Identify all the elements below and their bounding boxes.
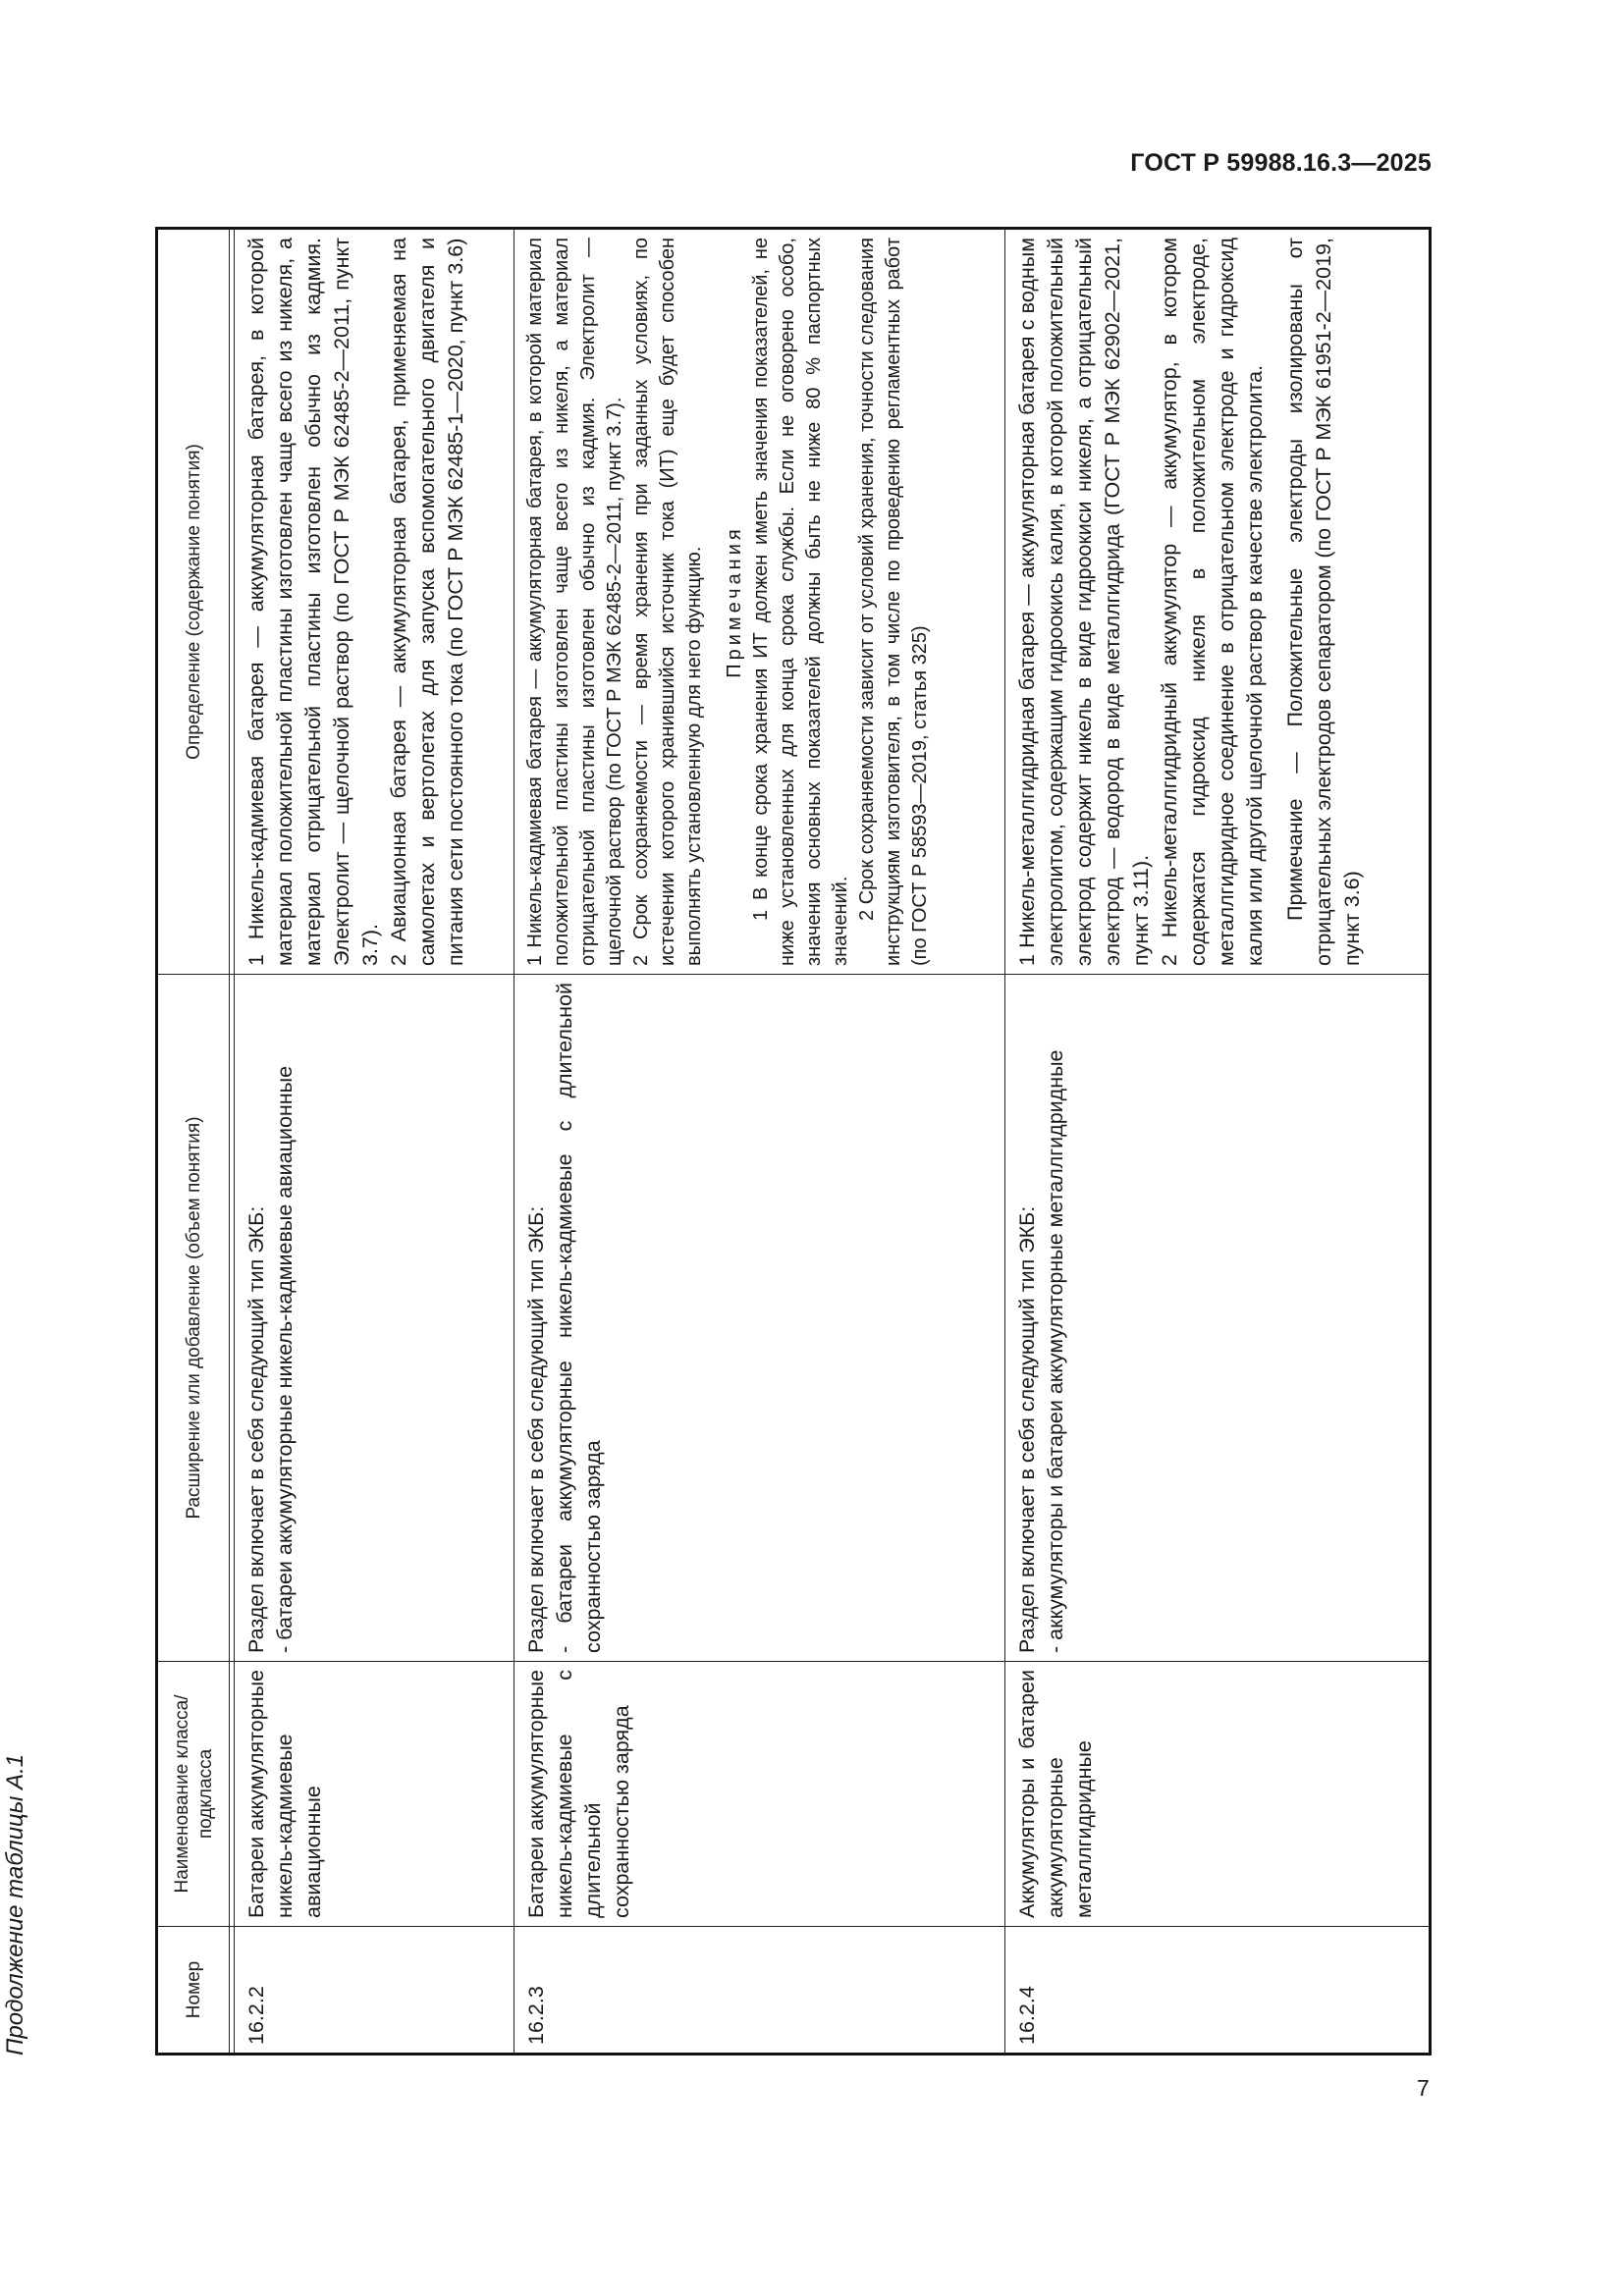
header-name: Наименование класса/ подкласса — [157, 1662, 230, 1927]
ext-line: - батареи аккумуляторные никель-кадмиевые авиационные — [273, 1065, 297, 1653]
document-code: ГОСТ Р 59988.16.3—2025 — [1130, 149, 1432, 177]
ext-line: Раздел включает в себя следующий тип ЭКБ: — [524, 1205, 548, 1653]
note-para: Примечание — Положительные электроды изолированы от отрицательных электродов сепаратором (по ГОСТ Р МЭК 61951-2—2019, пункт 3.6) — [1283, 238, 1364, 966]
row-def — [1005, 229, 1431, 975]
table-row — [514, 229, 1005, 2055]
row-name — [235, 1662, 514, 1927]
row-ext — [514, 975, 1005, 1662]
table-caption: Продолжение таблицы А.1 — [2, 1753, 28, 2056]
def-para: 2 Срок сохраняемости — время хранения при заданных условиях, по истечении которого хранившийся источник тока (ИТ) еще будет способен выполнять установленную для него функцию. — [630, 238, 705, 966]
ext-line: Раздел включает в себя следующий тип ЭКБ: — [1015, 1205, 1039, 1653]
def-para: 1 Никель-кадмиевая батарея — аккумуляторная батарея, в которой материал положительной пластины изготовлен чаще всего из никеля, а материал отрицательной пластины изготовлен обычно из кадмия. Электролит — щелочной раствор (по ГОСТ Р МЭК 62485-2—2011, пункт 3.7). — [524, 238, 625, 966]
row-name-text: Батареи аккумуляторные никель-кадмиевые авиационные — [244, 1670, 325, 1918]
header-def: Определение (содержание понятия) — [157, 229, 230, 975]
row-name — [514, 1662, 1005, 1927]
row-ext — [1005, 975, 1431, 1662]
row-def — [514, 229, 1005, 975]
page-number: 7 — [1417, 2075, 1430, 2101]
table-row — [1005, 229, 1431, 2055]
note-para: 2 Срок сохраняемости зависит от условий хранения, точности следования инструкциям изготовителя, в том числе по проведению регламентных работ (по ГОСТ Р 58593—2019, статья 325) — [856, 238, 931, 966]
classification-table — [155, 227, 1432, 2056]
notes-heading: Примечания — [724, 525, 745, 678]
def-para: 2 Никель-металлгидридный аккумулятор — аккумулятор, в котором содержатся гидроксид никеля в положительном электроде, металлгидридное соединение в отрицательном электроде и гидроксид калия или другой щелочной раствор в качестве электролита. — [1158, 238, 1267, 966]
header-ext: Расширение или добавление (объем понятия) — [157, 975, 230, 1662]
ext-line: - батареи аккумуляторные никель-кадмиевые с длительной сохранностью заряда — [553, 983, 605, 1653]
header-num: Номер — [157, 1927, 230, 2055]
row-name-text: Аккумуляторы и батареи аккумуляторные металлгидридные — [1015, 1670, 1096, 1918]
table-header-row — [157, 229, 230, 2055]
def-para: 1 Никель-кадмиевая батарея — аккумуляторная батарея, в которой материал положительной пластины изготовлен чаще всего из никеля, а материал отрицательной пластины изготовлен обычно из кадмия. Электролит — щелочной раствор (по ГОСТ Р МЭК 62485-2—2011, пункт 3.7). — [244, 238, 382, 966]
row-ext — [235, 975, 514, 1662]
row-def — [235, 229, 514, 975]
row-num: 16.2.2 — [235, 1927, 514, 2055]
note-para: 1 В конце срока хранения ИТ должен иметь значения показателей, не ниже установленных для конца срока службы. Если не оговорено особо, значения основных показателей должны быть не ниже 80 % паспортных значений. — [750, 238, 851, 966]
rotated-table-frame — [2, 230, 1364, 2056]
def-para: 1 Никель-металлгидридная батарея — аккумуляторная батарея с водным электролитом, содержащим гидроокись калия, в которой положительный электрод содержит никель в виде гидроокиси никеля, а отрицательный электрод — водород в виде металлгидрида (ГОСТ Р МЭК 62902—2021, пункт 3.11). — [1015, 238, 1153, 966]
row-name-text: Батареи аккумуляторные никель-кадмиевые с длительной сохранностью заряда — [524, 1670, 633, 1918]
def-para: 2 Авиационная батарея — аккумуляторная батарея, применяемая на самолетах и вертолетах для запуска вспомогательного двигателя и питания сети постоянного тока (по ГОСТ Р МЭК 62485-1—2020, пункт 3.6) — [387, 238, 467, 966]
ext-line: Раздел включает в себя следующий тип ЭКБ: — [244, 1205, 268, 1653]
ext-line: - аккумуляторы и батареи аккумуляторные металлгидридные — [1044, 1049, 1067, 1653]
row-num: 16.2.3 — [514, 1927, 1005, 2055]
table-row — [235, 229, 514, 2055]
row-num: 16.2.4 — [1005, 1927, 1431, 2055]
row-name — [1005, 1662, 1431, 1927]
